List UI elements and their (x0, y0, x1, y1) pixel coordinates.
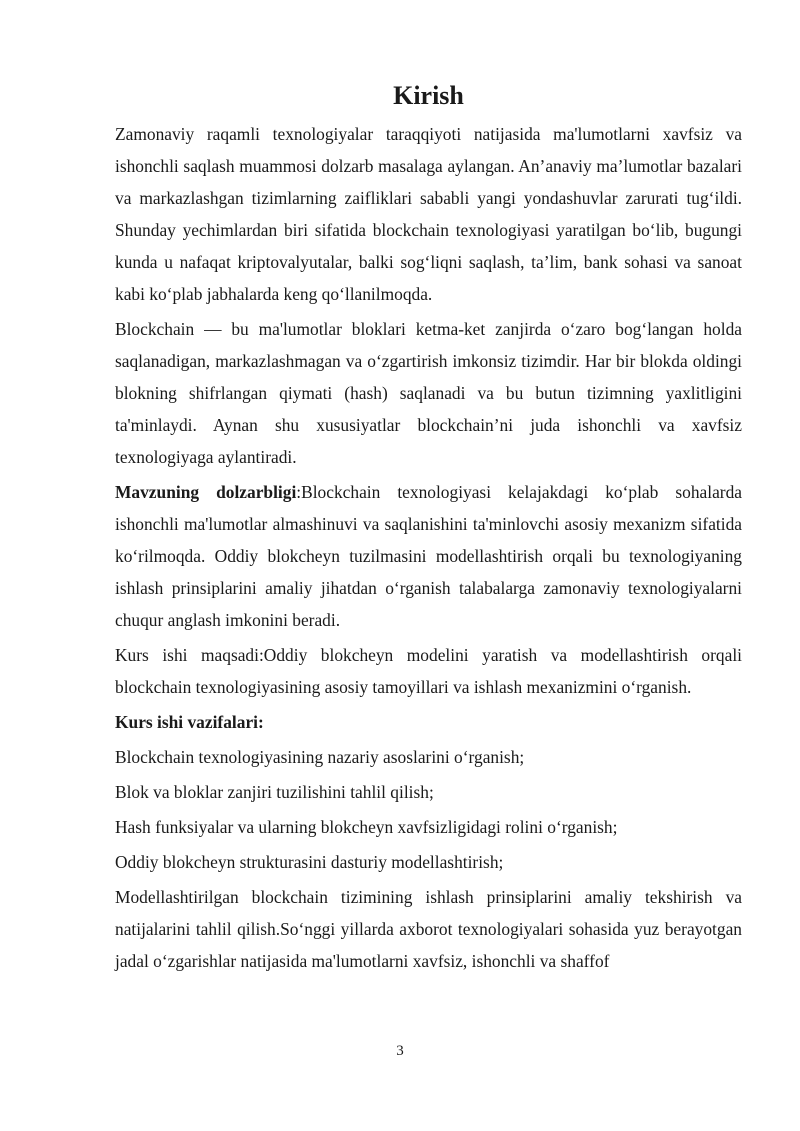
relevance-label: Mavzuning dolzarbligi (115, 482, 297, 502)
task-item-5: Modellashtirilgan blockchain tizimining ishlash prinsiplarini amaliy tekshirish va natijalarini tahlil qilish.So‘nggi yillarda axborot texnologiyalari sohasida yuz berayotgan jadal o‘zgarishlar natijasida ma'lumotlarni xavfsiz, ishonchli va shaffof (115, 887, 742, 971)
intro-paragraph: Zamonaviy raqamli texnologiyalar taraqqiyoti natijasida ma'lumotlarni xavfsiz va ishonchli saqlash muammosi dolzarb masalaga aylangan. An’anaviy ma’lumotlar bazalari va markazlashgan tizimlarning zaifliklari sababli yangi yondashuvlar zarurati tug‘ildi. Shunday yechimlardan biri sifatida blockchain texnologiyasi yaratilgan bo‘lib, bugungi kunda u nafaqat kriptovalyutalar, balki sog‘liqni saqlash, ta’lim, bank sohasi va sanoat kabi ko‘plab jabhalarda keng qo‘llanilmoqda. (115, 124, 742, 304)
task-item-4: Oddiy blokcheyn strukturasini dasturiy modellashtirish; (115, 852, 504, 872)
relevance-text: :Blockchain texnologiyasi kelajakdagi ko‘plab sohalarda ishonchli ma'lumotlar almashinuvi va saqlanishini ta'minlovchi asosiy mexanizm sifatida ko‘rilmoqda. Oddiy blokcheyn tuzilmasini modellashtirish orqali bu texnologiyaning ishlash prinsiplarini amaliy jihatdan o‘rganish talabalarga zamonaviy texnologiyalarni chuqur anglash imkonini beradi. (115, 482, 742, 630)
task-item-2: Blok va bloklar zanjiri tuzilishini tahlil qilish; (115, 782, 434, 802)
page-number: 3 (396, 1043, 404, 1059)
tasks-heading: Kurs ishi vazifalari: (115, 712, 264, 732)
definition-paragraph: Blockchain — bu ma'lumotlar bloklari ketma-ket zanjirda o‘zaro bog‘langan holda saqlanadigan, markazlashmagan va o‘zgartirish imkonsiz tizimdir. Har bir blokda oldingi blokning shifrlangan qiymati (hash) saqlanadi va bu butun tizimning yaxlitligini ta'minlaydi. Aynan shu xususiyatlar blockchain’ni juda ishonchli va xavfsiz texnologiyaga aylantiradi. (115, 319, 742, 467)
page-title: Kirish (393, 81, 464, 110)
task-item-1: Blockchain texnologiyasining nazariy asoslarini o‘rganish; (115, 747, 525, 767)
relevance-paragraph (115, 476, 742, 636)
document-page (115, 78, 742, 980)
task-item-3: Hash funksiyalar va ularning blokcheyn xavfsizligidagi rolini o‘rganish; (115, 817, 618, 837)
goal-paragraph: Kurs ishi maqsadi:Oddiy blokcheyn modelini yaratish va modellashtirish orqali blockchain texnologiyasining asosiy tamoyillari va ishlash mexanizmini o‘rganish. (115, 645, 742, 697)
